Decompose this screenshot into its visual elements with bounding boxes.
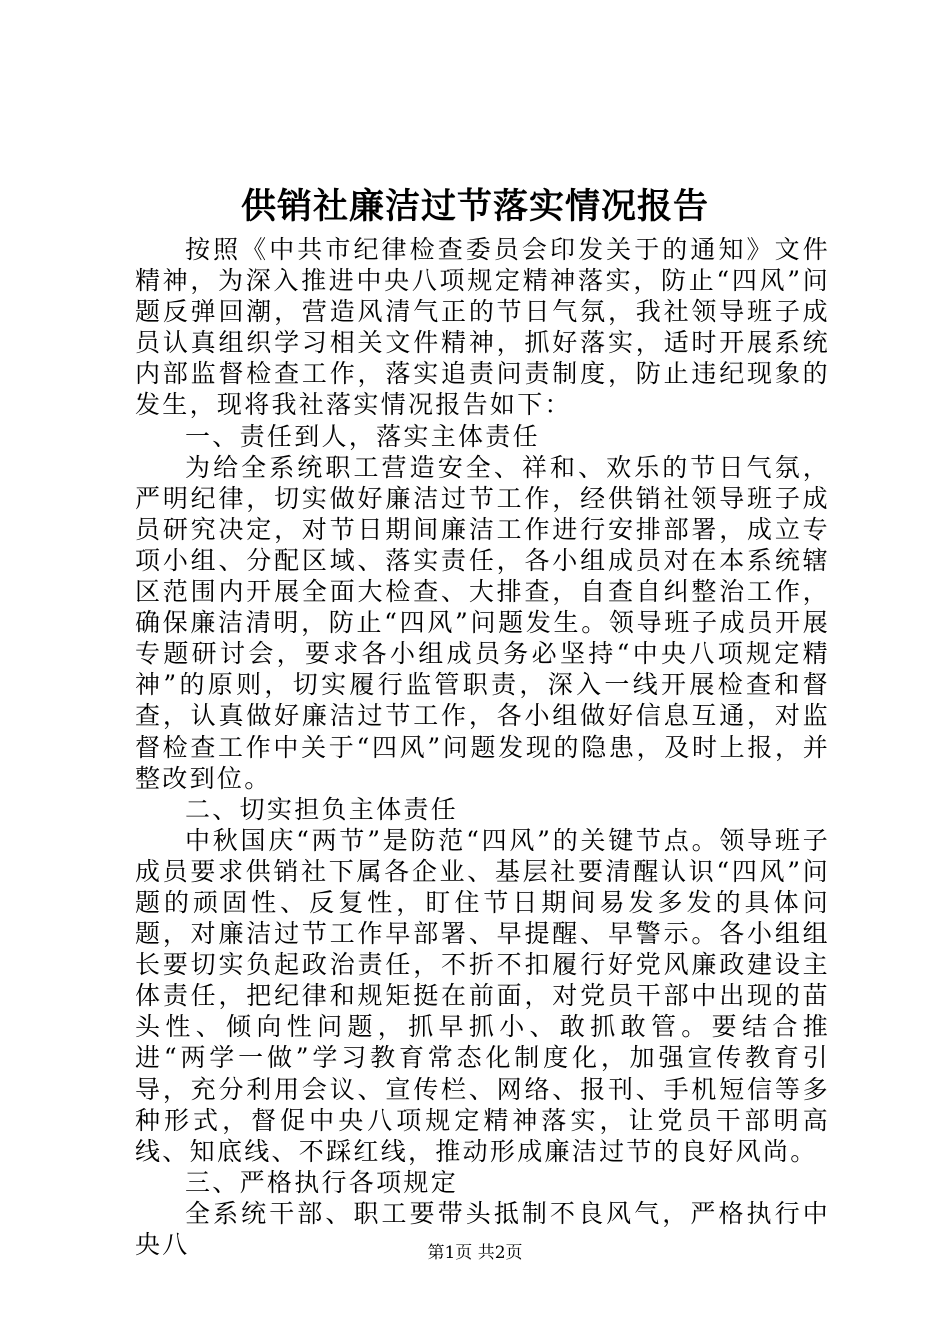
section-1-paragraph: 为给全系统职工营造安全、祥和、欢乐的节日气氛，严明纪律，切实做好廉洁过节工作，经供销社领导班子成员研究决定，对节日期间廉洁工作进行安排部署，成立专项小组、分配区域、落实责任，各小组成员对在本系统辖区范围内开展全面大检查、大排查，自查自纠整治工作，确保廉洁清明，防止“四风”问题发生。领导班子成员开展专题研讨会，要求各小组成员务必坚持“中央八项规定精神”的原则，切实履行监管职责，深入一线开展检查和督查，认真做好廉洁过节工作，各小组做好信息互通，对监督检查工作中关于“四风”问题发现的隐患，及时上报，并整改到位。 — [135, 452, 830, 793]
page-number-footer: 第1页 共2页 — [427, 1243, 523, 1263]
intro-paragraph: 按照《中共市纪律检查委员会印发关于的通知》文件精神，为深入推进中央八项规定精神落实，防止“四风”问题反弹回潮，营造风清气正的节日气氛，我社领导班子成员认真组织学习相关文件精神，抓好落实，适时开展系统内部监督检查工作，落实追责问责制度，防止违纪现象的发生，现将我社落实情况报告如下： — [135, 235, 830, 420]
section-heading-2: 二、切实担负主体责任 — [185, 794, 459, 824]
document-title: 供销社廉洁过节落实情况报告 — [240, 186, 709, 227]
section-heading-1: 一、责任到人，落实主体责任 — [185, 421, 540, 451]
section-2-paragraph: 中秋国庆“两节”是防范“四风”的关键节点。领导班子成员要求供销社下属各企业、基层社要清醒认识“四风”问题的顽固性、反复性，盯住节日期间易发多发的具体问题，对廉洁过节工作早部署、早提醒、早警示。各小组组长要切实负起政治责任，不折不扣履行好党风廉政建设主体责任，把纪律和规矩挺在前面，对党员干部中出现的苗头性、倾向性问题，抓早抓小、敢抓敢管。要结合推进“两学一做”学习教育常态化制度化，加强宣传教育引导，充分利用会议、宣传栏、网络、报刊、手机短信等多种形式，督促中央八项规定精神落实，让党员干部明高线、知底线、不踩红线，推动形成廉洁过节的良好风尚。 — [135, 825, 830, 1166]
document-body — [135, 234, 830, 1260]
section-3-paragraph: 全系统干部、职工要带头抵制不良风气，严格执行中央八 — [135, 1198, 830, 1259]
section-heading-3: 三、严格执行各项规定 — [185, 1167, 459, 1197]
